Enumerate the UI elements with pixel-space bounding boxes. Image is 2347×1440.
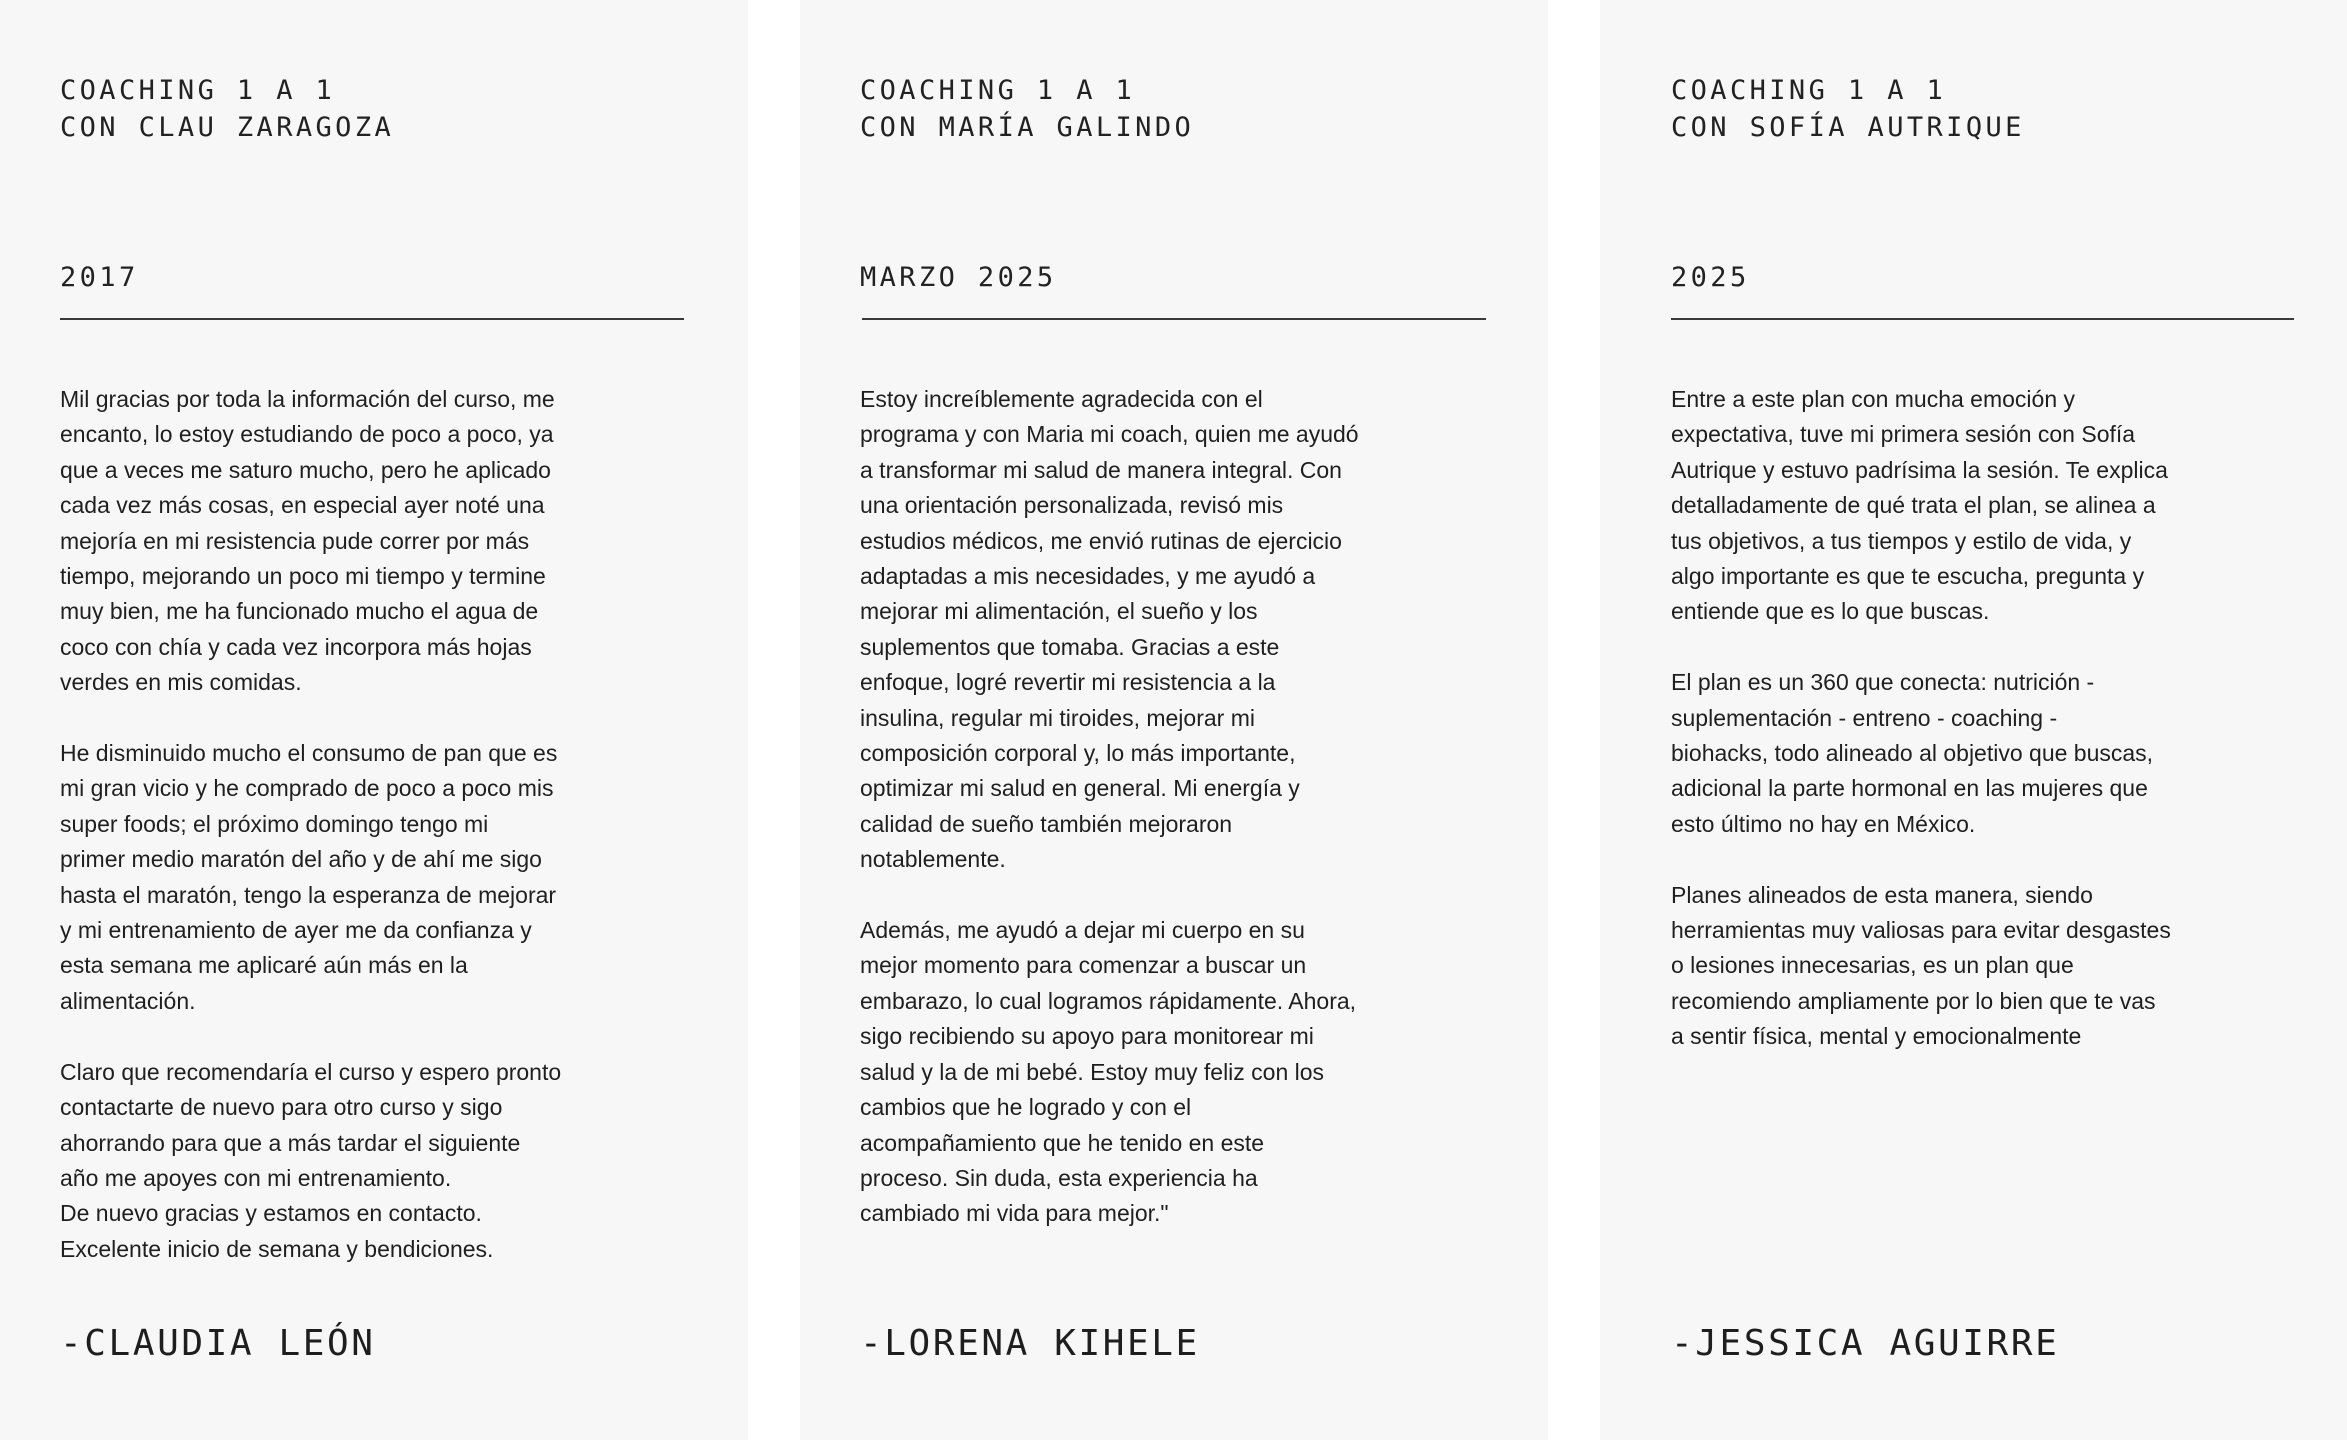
testimonial-line: esta semana me aplicaré aún más en la bbox=[60, 952, 468, 979]
testimonial-line: mejoría en mi resistencia pude correr por más bbox=[60, 527, 530, 554]
testimonial-paragraph bbox=[60, 382, 620, 701]
testimonial-line: notablemente. bbox=[860, 846, 1006, 873]
card-title-line-1: COACHING 1 A 1 bbox=[1671, 75, 1947, 106]
testimonial-line: encanto, lo estoy estudiando de poco a poco, ya bbox=[60, 421, 554, 448]
testimonial-text bbox=[1671, 382, 2231, 1090]
testimonial-line: adaptadas a mis necesidades, y me ayudó a bbox=[860, 563, 1316, 590]
testimonial-line: Mil gracias por toda la información del curso, me bbox=[60, 386, 555, 412]
testimonial-paragraph bbox=[1671, 665, 2231, 842]
testimonial-line: hasta el maratón, tengo la esperanza de mejorar bbox=[60, 881, 557, 908]
testimonial-line: que a veces me saturo mucho, pero he aplicado bbox=[60, 456, 551, 483]
testimonial-paragraph bbox=[60, 1055, 620, 1267]
testimonial-text bbox=[860, 382, 1420, 1267]
testimonial-line: salud y la de mi bebé. Estoy muy feliz con los bbox=[860, 1058, 1325, 1085]
card-title bbox=[1671, 72, 2025, 146]
testimonial-line: optimizar mi salud en general. Mi energía y bbox=[860, 775, 1300, 802]
testimonial-line: algo importante es que te escucha, pregunta y bbox=[1671, 563, 2145, 590]
testimonial-line: contactarte de nuevo para otro curso y sigo bbox=[60, 1094, 503, 1121]
testimonial-line: insulina, regular mi tiroides, mejorar mi bbox=[860, 704, 1255, 731]
testimonial-line: Claro que recomendaría el curso y espero pronto bbox=[60, 1058, 562, 1085]
testimonial-line: Además, me ayudó a dejar mi cuerpo en su bbox=[860, 917, 1305, 944]
testimonial-line: Planes alineados de esta manera, siendo bbox=[1671, 881, 2093, 908]
testimonial-paragraph bbox=[1671, 382, 2231, 630]
testimonial-text bbox=[60, 382, 620, 1303]
testimonial-line: enfoque, logré revertir mi resistencia a la bbox=[860, 669, 1276, 696]
card-date: MARZO 2025 bbox=[860, 262, 1057, 293]
testimonial-line: acompañamiento que he tenido en este bbox=[860, 1129, 1265, 1156]
testimonial-line: año me apoyes con mi entrenamiento. bbox=[60, 1164, 452, 1191]
testimonial-line: suplementación - entreno - coaching - bbox=[1671, 704, 2058, 731]
card-title-line-2: CON CLAU ZARAGOZA bbox=[60, 112, 395, 143]
testimonial-line: proceso. Sin duda, esta experiencia ha bbox=[860, 1164, 1258, 1191]
testimonial-line: verdes en mis comidas. bbox=[60, 669, 302, 696]
card-title-line-1: COACHING 1 A 1 bbox=[860, 75, 1136, 106]
testimonial-line: a transformar mi salud de manera integral. Con bbox=[860, 456, 1342, 483]
testimonial-line: super foods; el próximo domingo tengo mi bbox=[60, 810, 489, 837]
testimonial-card bbox=[800, 0, 1548, 1440]
testimonial-paragraph bbox=[60, 736, 620, 1019]
testimonial-line: y mi entrenamiento de ayer me da confianza y bbox=[60, 917, 532, 944]
testimonial-line: alimentación. bbox=[60, 987, 196, 1014]
testimonial-line: programa y con Maria mi coach, quien me ayudó bbox=[860, 421, 1359, 448]
testimonial-line: primer medio maratón del año y de ahí me sigo bbox=[60, 846, 542, 873]
testimonial-line: cambios que he logrado y con el bbox=[860, 1094, 1192, 1121]
card-title bbox=[60, 72, 394, 146]
testimonial-line: mi gran vicio y he comprado de poco a poco mis bbox=[60, 775, 554, 802]
testimonial-line: He disminuido mucho el consumo de pan que es bbox=[60, 740, 558, 767]
testimonial-line: tus objetivos, a tus tiempos y estilo de vida, y bbox=[1671, 527, 2132, 554]
testimonial-line: calidad de sueño también mejoraron bbox=[860, 810, 1233, 837]
card-date: 2025 bbox=[1671, 262, 1750, 293]
testimonial-line: esto último no hay en México. bbox=[1671, 810, 1976, 837]
testimonial-line: Estoy increíblemente agradecida con el bbox=[860, 386, 1263, 412]
testimonial-line: biohacks, todo alineado al objetivo que buscas, bbox=[1671, 740, 2154, 767]
testimonial-line: recomiendo ampliamente por lo bien que te vas bbox=[1671, 987, 2156, 1014]
testimonial-line: adicional la parte hormonal en las mujeres que bbox=[1671, 775, 2148, 802]
testimonial-line: expectativa, tuve mi primera sesión con Sofía bbox=[1671, 421, 2136, 448]
testimonial-line: mejor momento para comenzar a buscar un bbox=[860, 952, 1307, 979]
testimonial-line: suplementos que tomaba. Gracias a este bbox=[860, 633, 1280, 660]
testimonial-paragraph bbox=[860, 382, 1420, 878]
card-title bbox=[860, 72, 1194, 146]
testimonial-card bbox=[0, 0, 748, 1440]
testimonial-line: tiempo, mejorando un poco mi tiempo y termine bbox=[60, 563, 546, 590]
divider bbox=[60, 318, 684, 320]
testimonial-line: Autrique y estuvo padrísima la sesión. Te explica bbox=[1671, 456, 2168, 483]
testimonial-line: estudios médicos, me envió rutinas de ejercicio bbox=[860, 527, 1342, 554]
author-name: -JESSICA AGUIRRE bbox=[1671, 1323, 2060, 1364]
testimonial-line: sigo recibiendo su apoyo para monitorear mi bbox=[860, 1023, 1314, 1050]
testimonial-line: Excelente inicio de semana y bendiciones. bbox=[60, 1235, 494, 1262]
testimonial-line: Entre a este plan con mucha emoción y bbox=[1671, 386, 2076, 412]
testimonial-line: mejorar mi alimentación, el sueño y los bbox=[860, 598, 1258, 625]
card-date: 2017 bbox=[60, 262, 139, 293]
testimonial-line: o lesiones innecesarias, es un plan que bbox=[1671, 952, 2074, 979]
testimonial-card bbox=[1600, 0, 2347, 1440]
testimonial-line: entiende que es lo que buscas. bbox=[1671, 598, 1990, 625]
card-title-line-1: COACHING 1 A 1 bbox=[60, 75, 336, 106]
testimonial-line: una orientación personalizada, revisó mis bbox=[860, 492, 1284, 519]
testimonial-line: El plan es un 360 que conecta: nutrición - bbox=[1671, 669, 2095, 696]
author-name: -LORENA KIHELE bbox=[860, 1323, 1200, 1364]
testimonial-line: De nuevo gracias y estamos en contacto. bbox=[60, 1200, 482, 1227]
testimonial-line: muy bien, me ha funcionado mucho el agua de bbox=[60, 598, 539, 625]
testimonial-paragraph bbox=[860, 913, 1420, 1232]
card-title-line-2: CON SOFÍA AUTRIQUE bbox=[1671, 112, 2025, 143]
testimonial-line: cada vez más cosas, en especial ayer noté una bbox=[60, 492, 545, 519]
divider bbox=[862, 318, 1486, 320]
testimonial-line: herramientas muy valiosas para evitar desgastes bbox=[1671, 917, 2171, 944]
testimonial-line: coco con chía y cada vez incorpora más hojas bbox=[60, 633, 532, 660]
testimonial-line: composición corporal y, lo más importante, bbox=[860, 740, 1296, 767]
testimonial-line: embarazo, lo cual logramos rápidamente. Ahora, bbox=[860, 987, 1357, 1014]
author-name: -CLAUDIA LEÓN bbox=[60, 1323, 376, 1364]
testimonial-line: detalladamente de qué trata el plan, se alinea a bbox=[1671, 492, 2156, 519]
card-title-line-2: CON MARÍA GALINDO bbox=[860, 112, 1195, 143]
testimonial-line: cambiado mi vida para mejor." bbox=[860, 1200, 1169, 1227]
testimonial-line: ahorrando para que a más tardar el siguiente bbox=[60, 1129, 521, 1156]
testimonial-line: a sentir física, mental y emocionalmente bbox=[1671, 1023, 2082, 1050]
testimonial-paragraph bbox=[1671, 878, 2231, 1055]
divider bbox=[1671, 318, 2294, 320]
